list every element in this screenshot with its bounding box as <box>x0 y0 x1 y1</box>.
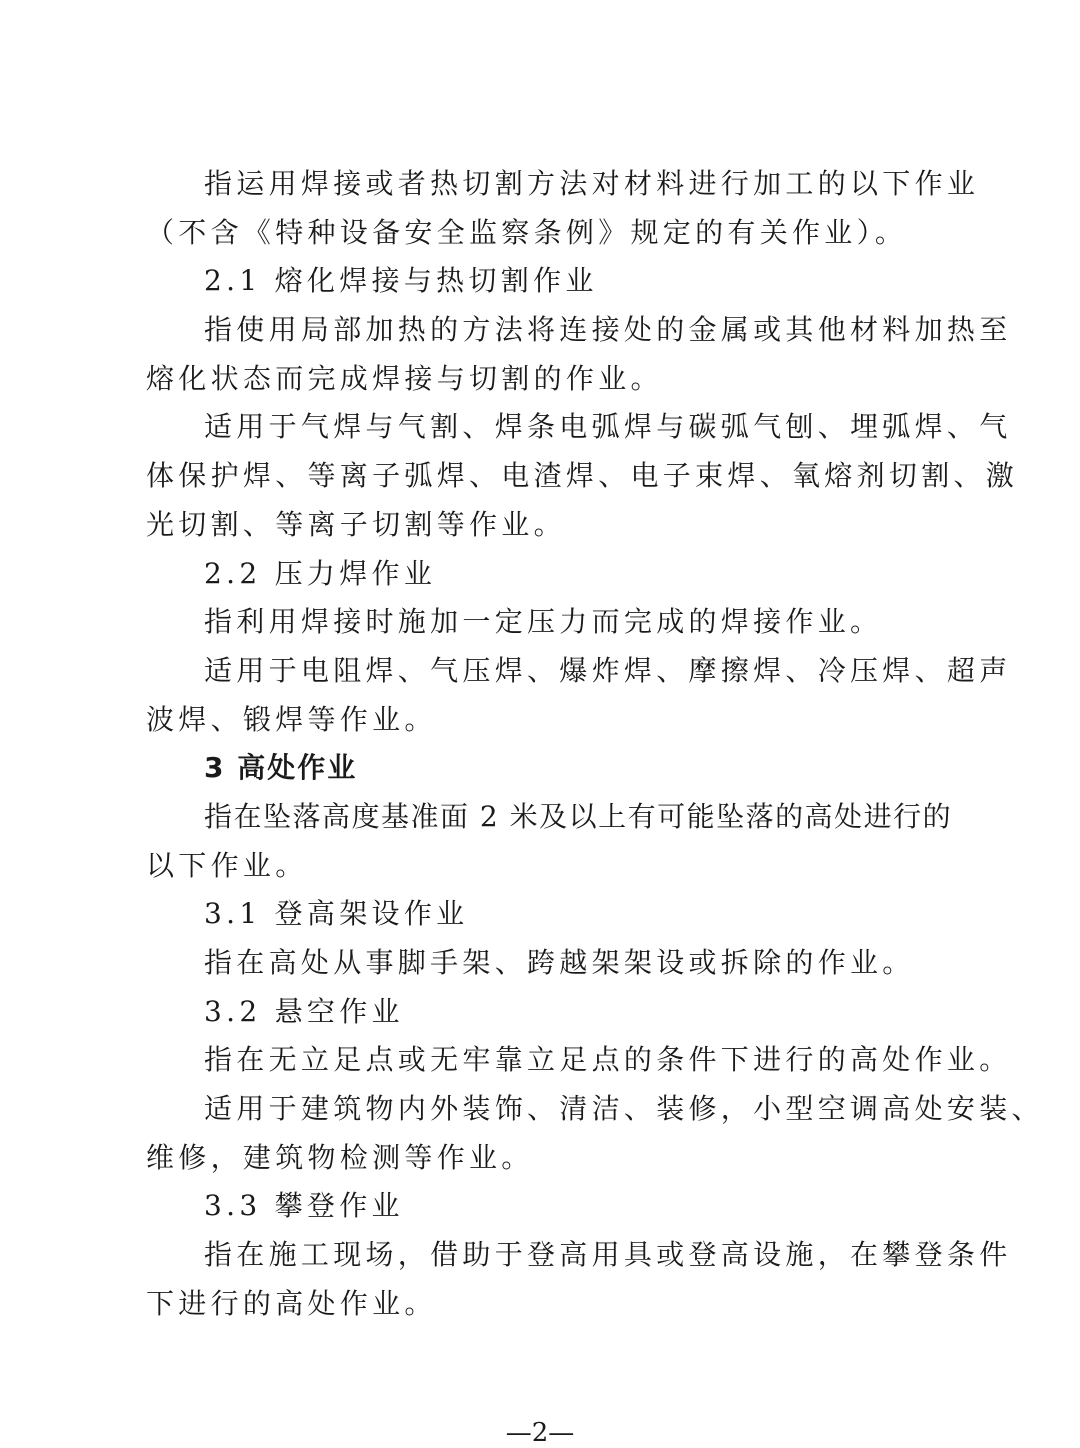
section-heading-3-2: 3.2 悬空作业 <box>204 994 404 1028</box>
paragraph-line: 适用于气焊与气割、焊条电弧焊与碳弧气刨、埋弧焊、气 <box>204 410 1012 444</box>
paragraph-line: 以下作业。 <box>146 848 308 882</box>
paragraph-line: 维修，建筑物检测等作业。 <box>146 1140 534 1174</box>
paragraph-line: 体保护焊、等离子弧焊、电渣焊、电子束焊、氧熔剂切割、激 <box>146 459 1019 493</box>
paragraph-line: 指运用焊接或者热切割方法对材料进行加工的以下作业 <box>204 167 980 200</box>
paragraph-line: 指在高处从事脚手架、跨越架架设或拆除的作业。 <box>204 946 915 979</box>
section-heading-3-3: 3.3 攀登作业 <box>204 1189 404 1223</box>
paragraph-line: 适用于建筑物内外装饰、清洁、装修，小型空调高处安装、 <box>204 1092 1044 1126</box>
paragraph-line: 下进行的高处作业。 <box>146 1286 437 1320</box>
paragraph-line: 指在无立足点或无牢靠立足点的条件下进行的高处作业。 <box>204 1043 1012 1077</box>
section-heading-2-2: 2.2 压力焊作业 <box>204 556 437 590</box>
paragraph-line: 指在施工现场，借助于登高用具或登高设施，在攀登条件 <box>204 1238 1012 1272</box>
paragraph-line: （不含《特种设备安全监察条例》规定的有关作业）。 <box>146 215 908 249</box>
document-body <box>146 160 1044 1329</box>
section-heading-3: 3 高处作业 <box>204 751 358 785</box>
section-heading-3-1: 3.1 登高架设作业 <box>204 897 469 931</box>
paragraph-line: 指在坠落高度基准面 2 米及以上有可能坠落的高处进行的 <box>204 799 953 833</box>
section-heading-2-1: 2.1 熔化焊接与热切割作业 <box>204 264 598 298</box>
paragraph-line: 光切割、等离子切割等作业。 <box>146 507 566 541</box>
page-number: —2— <box>505 1418 575 1448</box>
paragraph-line: 适用于电阻焊、气压焊、爆炸焊、摩擦焊、冷压焊、超声 <box>204 653 1012 687</box>
paragraph-line: 熔化状态而完成焊接与切割的作业。 <box>146 361 663 395</box>
paragraph-line: 指利用焊接时施加一定压力而完成的焊接作业。 <box>204 605 883 639</box>
paragraph-line: 指使用局部加热的方法将连接处的金属或其他材料加热至 <box>204 313 1012 347</box>
paragraph-line: 波焊、锻焊等作业。 <box>146 702 437 736</box>
